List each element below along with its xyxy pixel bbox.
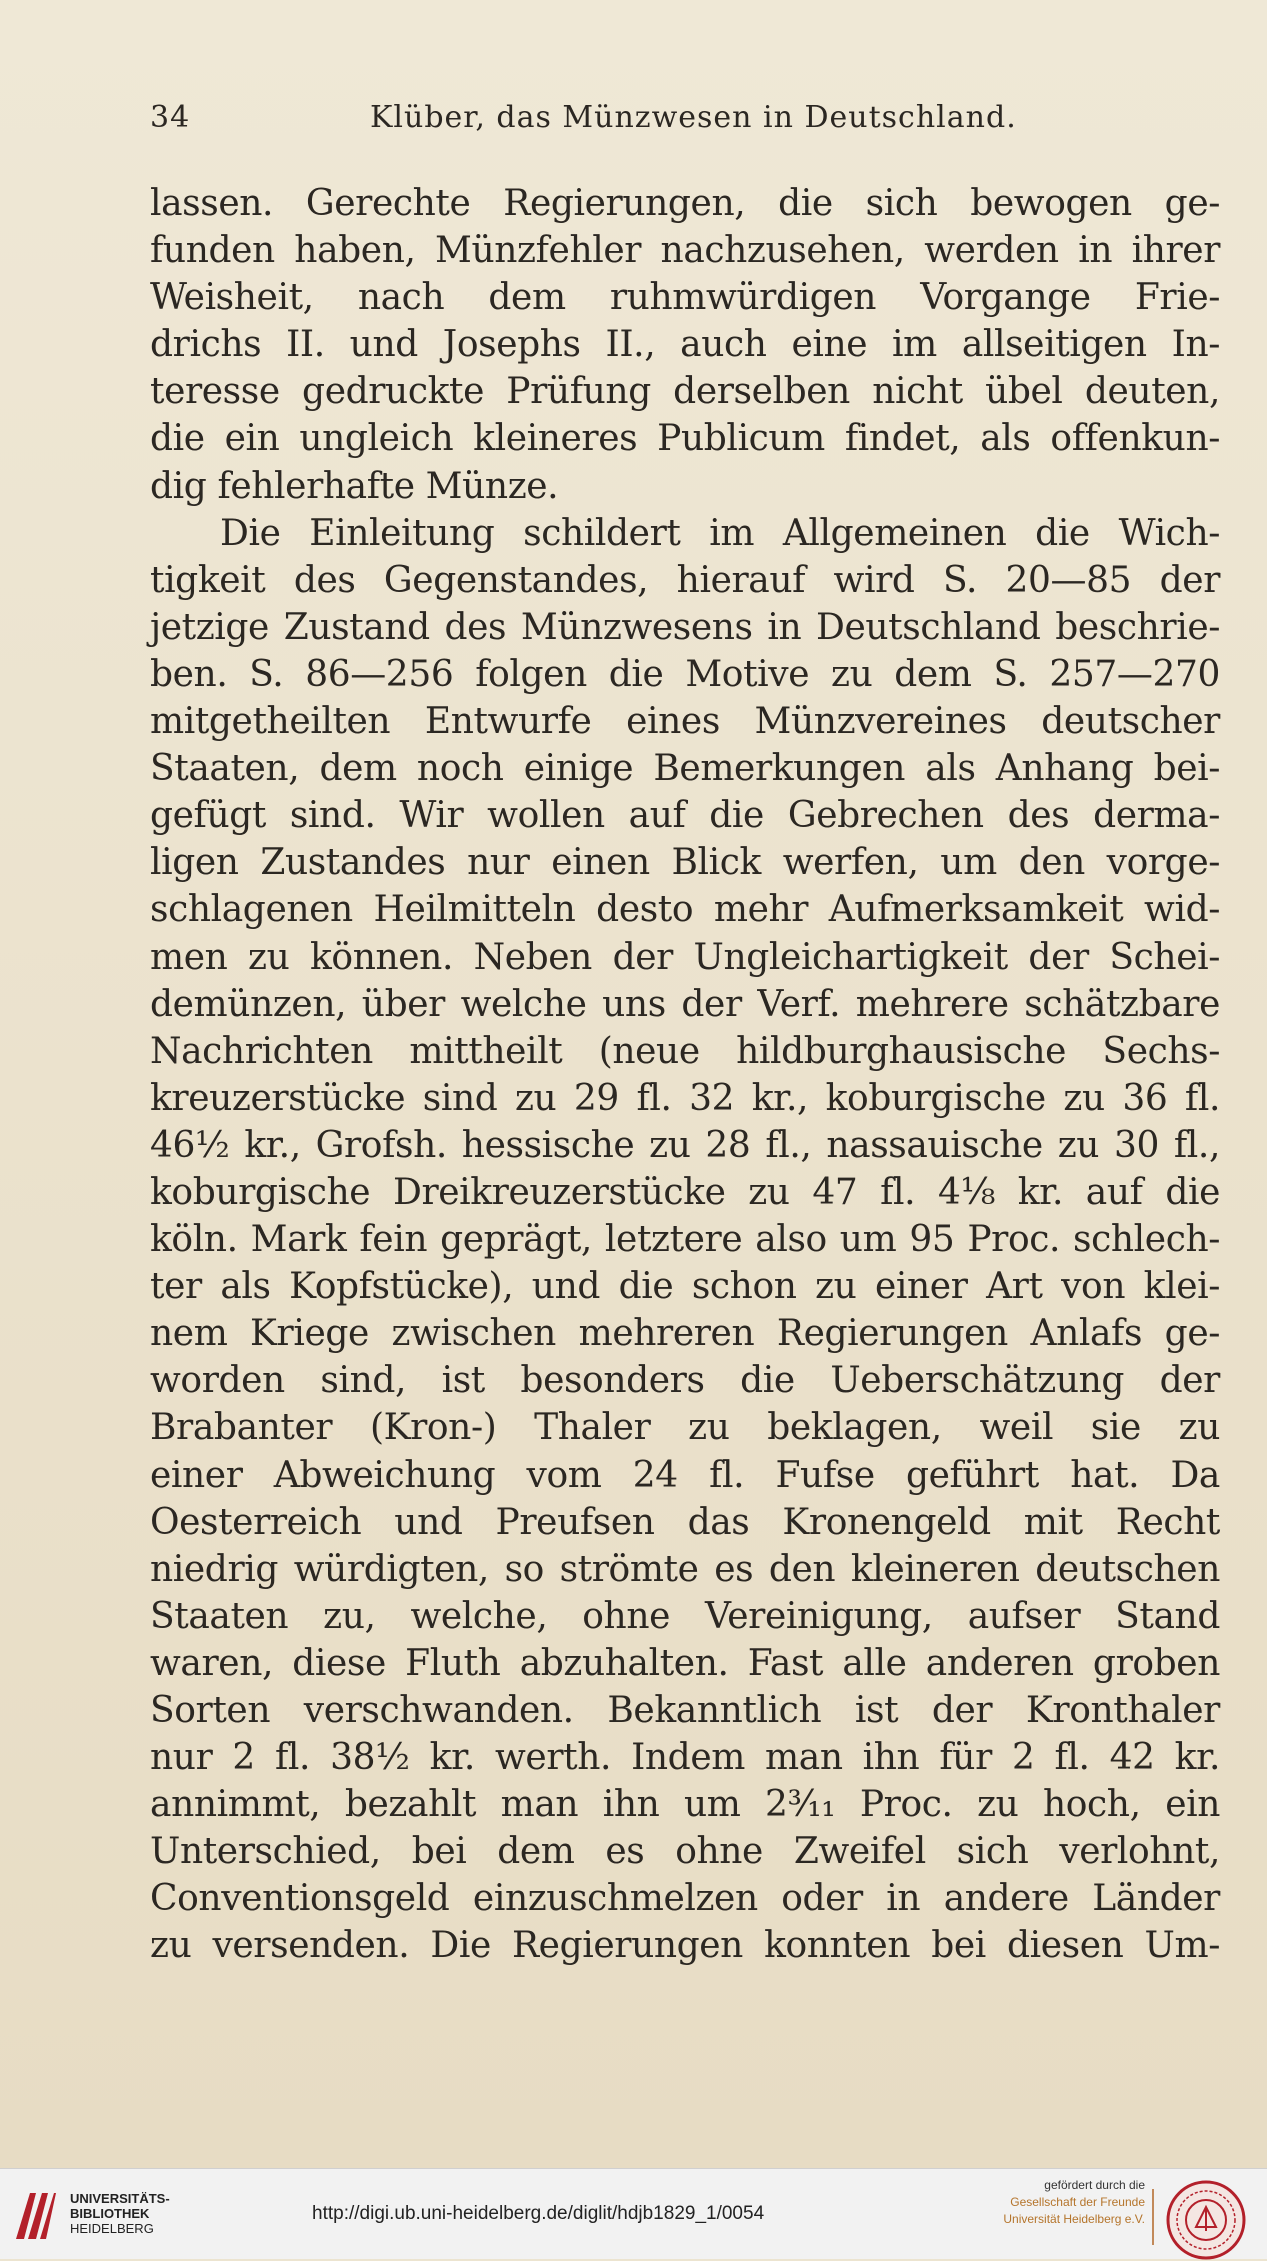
text-line: nur 2 fl. 38½ kr. werth. Indem man ihn für 2 fl. 42 kr.: [150, 1737, 1220, 1779]
footer-divider: [1152, 2189, 1154, 2245]
text-line: teresse gedruckte Prüfung derselben nicht übel deuten,: [150, 371, 1220, 413]
text-line: Unterschied, bei dem es ohne Zweifel sich verlohnt,: [150, 1831, 1220, 1873]
text-line: drichs II. und Josephs II., auch eine im allseitigen In-: [150, 324, 1220, 366]
running-header: [150, 100, 1220, 150]
text-line: worden sind, ist besonders die Ueberschätzung der: [150, 1360, 1220, 1402]
text-line: nem Kriege zwischen mehreren Regierungen Anlafs ge-: [150, 1313, 1220, 1355]
running-title: Klüber, das Münzwesen in Deutschland.: [370, 100, 1017, 135]
permalink[interactable]: http://digi.ub.uni-heidelberg.de/diglit/hdjb1829_1/0054: [312, 2203, 765, 2224]
text-line: Weisheit, nach dem ruhmwürdigen Vorgange Frie-: [150, 277, 1220, 319]
text-line: die ein ungleich kleineres Publicum findet, als offenkun-: [150, 418, 1220, 460]
text-line: Nachrichten mittheilt (neue hildburghausische Sechs-: [150, 1030, 1220, 1072]
page-number: 34: [150, 100, 191, 135]
text-line: demünzen, über welche uns der Verf. mehrere schätzbare: [150, 983, 1220, 1025]
university-seal-icon: [1165, 2179, 1247, 2261]
text-line: Die Einleitung schildert im Allgemeinen die Wich-: [220, 512, 1220, 554]
digitization-footer: [0, 2168, 1267, 2259]
library-logo-icon: [12, 2187, 58, 2243]
text-line: Staaten, dem noch einige Bemerkungen als Anhang bei-: [150, 748, 1220, 790]
text-line: 46½ kr., Grofsh. hessische zu 28 fl., nassauische zu 30 fl.,: [150, 1124, 1220, 1166]
text-line: zu versenden. Die Regierungen konnten bei diesen Um-: [150, 1925, 1220, 1967]
text-line: ter als Kopfstücke), und die schon zu einer Art von klei-: [150, 1266, 1220, 1308]
text-line: ben. S. 86—256 folgen die Motive zu dem S. 257—270: [150, 653, 1220, 695]
text-line: tigkeit des Gegenstandes, hierauf wird S. 20—85 der: [150, 559, 1220, 601]
text-line: men zu können. Neben der Ungleichartigkeit der Schei-: [150, 936, 1220, 978]
text-line: waren, diese Fluth abzuhalten. Fast alle anderen groben: [150, 1642, 1220, 1684]
text-line: Brabanter (Kron-) Thaler zu beklagen, weil sie zu: [150, 1407, 1220, 1449]
text-line: kreuzerstücke sind zu 29 fl. 32 kr., koburgische zu 36 fl.: [150, 1077, 1220, 1119]
text-line: jetzige Zustand des Münzwesens in Deutschland beschrie-: [150, 606, 1220, 648]
text-line: köln. Mark fein geprägt, letztere also um 95 Proc. schlech-: [150, 1219, 1220, 1261]
text-line: Conventionsgeld einzuschmelzen oder in andere Länder: [150, 1878, 1220, 1920]
text-line: schlagenen Heilmitteln desto mehr Aufmerksamkeit wid-: [150, 889, 1220, 931]
text-line: annimmt, bezahlt man ihn um 2³⁄₁₁ Proc. zu hoch, ein: [150, 1784, 1220, 1826]
text-line: mitgetheilten Entwurfe eines Münzvereines deutscher: [150, 701, 1220, 743]
text-line: Staaten zu, welche, ohne Vereinigung, aufser Stand: [150, 1595, 1220, 1637]
text-line: niedrig würdigten, so strömte es den kleineren deutschen: [150, 1548, 1220, 1590]
text-line: funden haben, Münzfehler nachzusehen, werden in ihrer: [150, 230, 1220, 272]
text-line: koburgische Dreikreuzerstücke zu 47 fl. 4⅛ kr. auf die: [150, 1171, 1220, 1213]
text-line: lassen. Gerechte Regierungen, die sich bewogen ge-: [150, 183, 1220, 224]
library-name: UNIVERSITÄTS- BIBLIOTHEK HEIDELBERG: [70, 2191, 170, 2236]
text-line: dig fehlerhafte Münze.: [150, 465, 559, 507]
text-line: einer Abweichung vom 24 fl. Fufse geführt hat. Da: [150, 1454, 1220, 1496]
text-line: Oesterreich und Preufsen das Kronengeld mit Recht: [150, 1501, 1220, 1543]
sponsor-text: gefördert durch die Gesellschaft der Freunde Universität Heidelberg e.V.: [1003, 2178, 1145, 2226]
text-line: gefügt sind. Wir wollen auf die Gebrechen des derma-: [150, 795, 1220, 837]
text-line: Sorten verschwanden. Bekanntlich ist der Kronthaler: [150, 1690, 1220, 1731]
text-line: ligen Zustandes nur einen Blick werfen, um den vorge-: [150, 842, 1220, 884]
body-text: [150, 180, 1220, 1970]
